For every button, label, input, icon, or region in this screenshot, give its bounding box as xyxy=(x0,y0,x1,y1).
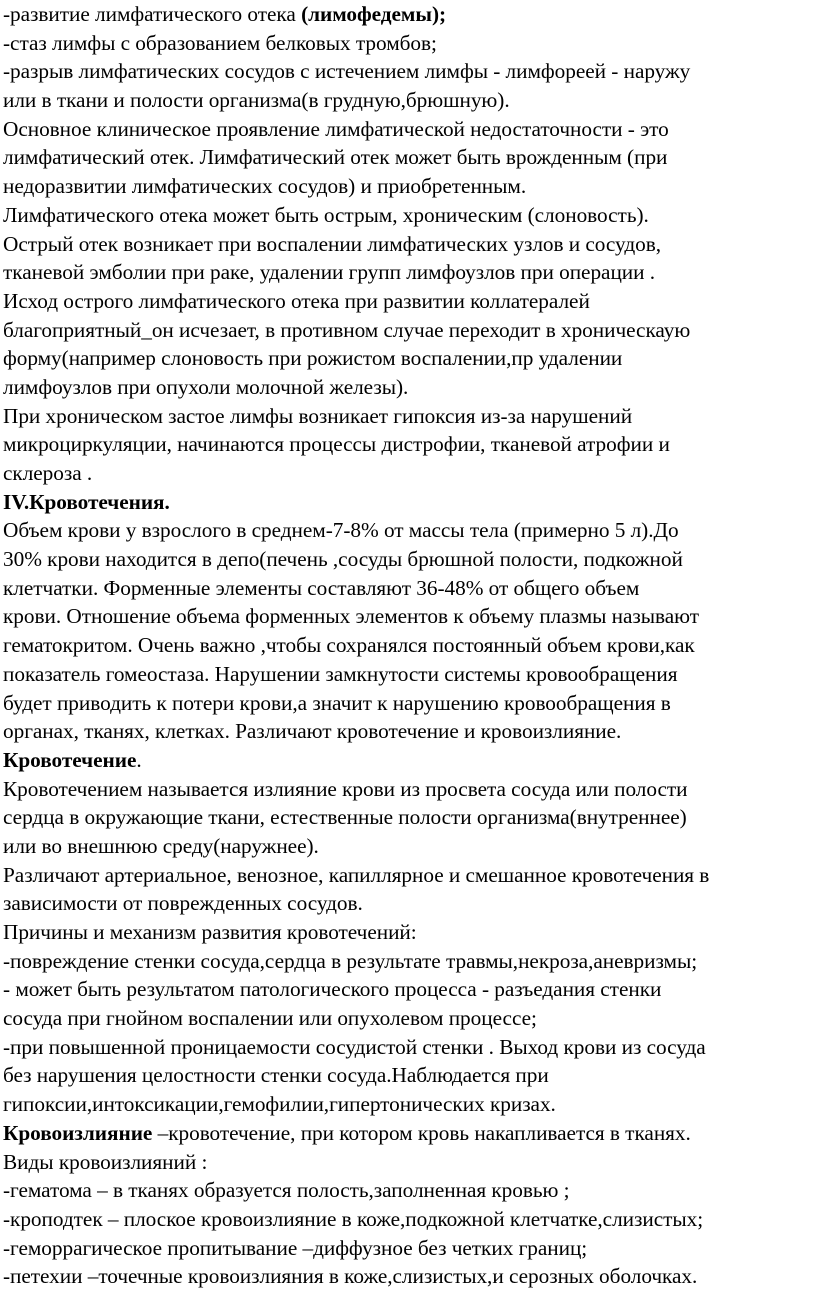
text-segment: - может быть результатом патологического процесса - разъедания стенки xyxy=(3,977,662,1002)
text-line xyxy=(3,488,816,517)
text-segment: без нарушения целостности стенки сосуда.Наблюдается при xyxy=(3,1063,549,1088)
text-line xyxy=(3,287,816,316)
text-line xyxy=(3,57,816,86)
text-line xyxy=(3,172,816,201)
text-segment: -стаз лимфы с образованием белковых тромбов; xyxy=(3,30,437,55)
text-segment: лимфатический отек. Лимфатический отек может быть врожденным (при xyxy=(3,145,668,170)
text-line xyxy=(3,1090,816,1119)
text-line xyxy=(3,430,816,459)
bold-text: Кровоизлияние xyxy=(3,1120,153,1145)
text-segment: –кровотечение, при котором кровь накапливается в тканях. xyxy=(152,1120,691,1145)
text-segment: Кровотечением называется излияние крови из просвета сосуда или полости xyxy=(3,776,688,801)
text-segment: Объем крови у взрослого в среднем-7-8% от массы тела (примерно 5 л).До xyxy=(3,518,679,543)
text-segment: будет приводить к потери крови,а значит к нарушению кровообращения в xyxy=(3,690,671,715)
text-segment: показатель гомеостаза. Нарушении замкнутости системы кровообращения xyxy=(3,661,678,686)
text-line xyxy=(3,832,816,861)
text-segment: -повреждение стенки сосуда,сердца в результате травмы,некроза,аневризмы; xyxy=(3,948,698,973)
text-segment: Исход острого лимфатического отека при развитии коллатералей xyxy=(3,288,590,313)
text-line xyxy=(3,631,816,660)
text-segment: гематокритом. Очень важно ,чтобы сохранялся постоянный объем крови,как xyxy=(3,633,695,658)
text-line xyxy=(3,1004,816,1033)
text-segment: форму(например слоновость при рожистом воспалении,пр удалении xyxy=(3,346,623,371)
text-line xyxy=(3,29,816,58)
text-segment: или во внешнюю среду(наружнее). xyxy=(3,833,319,858)
text-segment: благоприятный_он исчезает, в противном случае переходит в хроническаую xyxy=(3,317,691,342)
text-segment: Причины и механизм развития кровотечений: xyxy=(3,920,417,944)
text-line xyxy=(3,1033,816,1062)
text-line xyxy=(3,947,816,976)
text-segment: Виды кровоизлияний : xyxy=(3,1149,208,1174)
text-segment: органах, тканях, клетках. Различают кровотечение и кровоизлияние. xyxy=(3,719,622,744)
text-line xyxy=(3,258,816,287)
text-line xyxy=(3,373,816,402)
text-segment: тканевой эмболии при раке, удалении групп лимфоузлов при операции . xyxy=(3,260,656,285)
text-line xyxy=(3,889,816,918)
text-segment: -кроподтек – плоское кровоизлияние в коже,подкожной клетчатке,слизистых; xyxy=(3,1206,704,1231)
text-segment: Лимфатического отека может быть острым, хроническим (слоновость). xyxy=(3,202,649,227)
text-line xyxy=(3,660,816,689)
text-segment: зависимости от поврежденных сосудов. xyxy=(3,891,363,916)
text-line xyxy=(3,717,816,746)
text-segment: микроциркуляции, начинаются процессы дистрофии, тканевой атрофии и xyxy=(3,432,670,457)
text-line xyxy=(3,1119,816,1148)
text-line xyxy=(3,574,816,603)
bold-text: (лимофедемы); xyxy=(301,2,447,26)
text-line xyxy=(3,861,816,890)
text-line xyxy=(3,1234,816,1263)
text-segment: склероза . xyxy=(3,461,93,485)
text-segment: . xyxy=(136,747,142,772)
text-segment: или в ткани и полости организма(в грудную,брюшную). xyxy=(3,88,510,113)
text-segment: крови. Отношение объема форменных элементов к объему плазмы называют xyxy=(3,604,699,629)
text-segment: -развитие лимфатического отека xyxy=(3,2,302,26)
text-segment: Основное клиническое проявление лимфатической недостаточности - это xyxy=(3,116,669,141)
text-line xyxy=(3,316,816,345)
bold-text: IV.Кровотечения. xyxy=(3,489,170,514)
text-segment: сердца в окружающие ткани, естественные полости организма(внутреннее) xyxy=(3,805,687,830)
text-line xyxy=(3,516,816,545)
text-segment: 30% крови находится в депо(печень ,сосуды брюшной полости, подкожной xyxy=(3,547,683,572)
text-line xyxy=(3,689,816,718)
text-segment: -гематома – в тканях образуется полость,заполненная кровью ; xyxy=(3,1178,570,1203)
text-line xyxy=(3,975,816,1004)
text-line xyxy=(3,230,816,259)
text-segment: -петехии –точечные кровоизлияния в коже,слизистых,и серозных оболочках. xyxy=(3,1264,698,1289)
text-line xyxy=(3,746,816,775)
text-line xyxy=(3,803,816,832)
text-line xyxy=(3,918,816,947)
text-line xyxy=(3,1148,816,1177)
text-line xyxy=(3,201,816,230)
text-line xyxy=(3,459,816,488)
text-segment: При хроническом застое лимфы возникает гипоксия из-за нарушений xyxy=(3,403,633,428)
text-line xyxy=(3,1262,816,1291)
text-line xyxy=(3,402,816,431)
text-segment: -при повышенной проницаемости сосудистой стенки . Выход крови из сосуда xyxy=(3,1034,706,1059)
text-line xyxy=(3,344,816,373)
text-segment: сосуда при гнойном воспалении или опухолевом процессе; xyxy=(3,1006,537,1031)
text-segment: Острый отек возникает при воспалении лимфатических узлов и сосудов, xyxy=(3,231,661,256)
text-line xyxy=(3,545,816,574)
text-segment: Различают артериальное, венозное, капиллярное и смешанное кровотечения в xyxy=(3,862,710,887)
text-segment: -геморрагическое пропитывание –диффузное без четких границ; xyxy=(3,1235,588,1260)
text-segment: -разрыв лимфатических сосудов с истечением лимфы - лимфореей - наружу xyxy=(3,59,691,84)
text-line xyxy=(3,775,816,804)
text-line xyxy=(3,115,816,144)
text-line xyxy=(3,1205,816,1234)
text-line xyxy=(3,0,816,29)
text-line xyxy=(3,1176,816,1205)
text-segment: лимфоузлов при опухоли молочной железы). xyxy=(3,374,409,399)
text-line xyxy=(3,143,816,172)
text-segment: недоразвитии лимфатических сосудов) и приобретенным. xyxy=(3,174,527,199)
text-segment: клетчатки. Форменные элементы составляют 36-48% от общего объем xyxy=(3,575,640,600)
text-line xyxy=(3,602,816,631)
text-line xyxy=(3,86,816,115)
text-line xyxy=(3,1061,816,1090)
bold-text: Кровотечение xyxy=(3,747,137,772)
text-segment: гипоксии,интоксикации,гемофилии,гипертонических кризах. xyxy=(3,1092,556,1117)
